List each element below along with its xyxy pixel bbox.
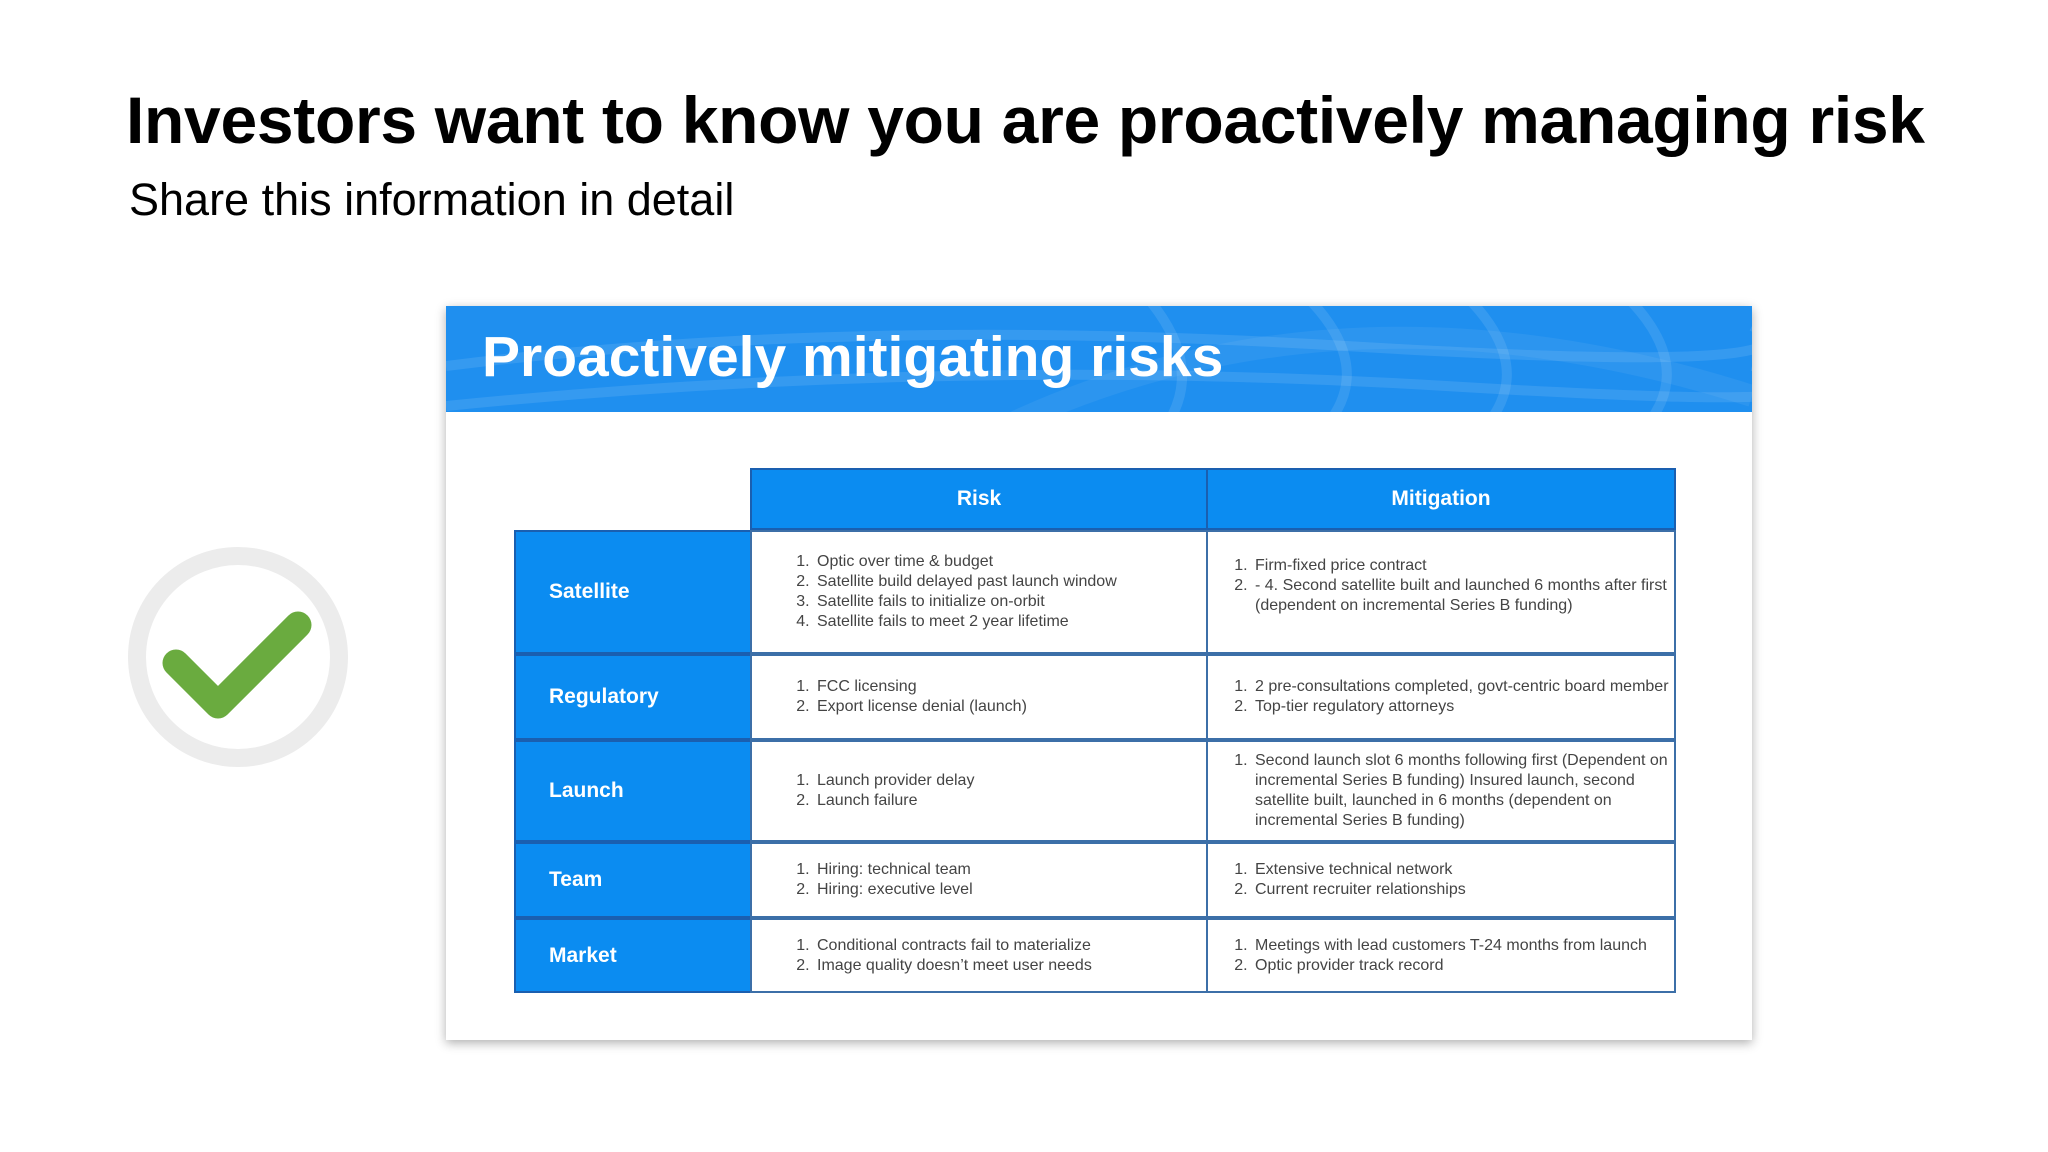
list-item: 2. - 4. Second satellite built and launched 6 months after first (dependent on incremental Series B funding)	[1252, 576, 1674, 616]
list-item: 2. Top-tier regulatory attorneys	[1252, 697, 1669, 717]
table-row	[514, 842, 1676, 918]
list-item: 2. Export license denial (launch)	[814, 697, 1027, 717]
list-item: 1. Extensive technical network	[1252, 860, 1466, 880]
risk-list	[790, 936, 1092, 976]
risk-list	[790, 771, 974, 811]
table-row	[514, 918, 1676, 993]
row-category: Satellite	[514, 530, 752, 654]
list-item: 1. Firm-fixed price contract	[1252, 556, 1674, 576]
mitigation-cell	[1206, 918, 1676, 993]
list-item: 4. Satellite fails to meet 2 year lifetime	[814, 612, 1117, 632]
list-item: 2. Image quality doesn’t meet user needs	[814, 956, 1092, 976]
list-item: 1. Second launch slot 6 months following first (Dependent on incremental Series B funding) Insured launch, second satellite built, launched in 6 months (dependent on incremental Series B funding)	[1252, 751, 1674, 831]
page-subtitle: Share this information in detail	[129, 174, 735, 225]
risk-cell	[750, 740, 1208, 842]
mitigation-cell	[1206, 740, 1676, 842]
risk-table	[514, 468, 1676, 993]
page-title: Investors want to know you are proactively managing risk	[126, 83, 1925, 157]
risk-cell	[750, 918, 1208, 993]
list-item: 1. Launch provider delay	[814, 771, 974, 791]
list-item: 3. Satellite fails to initialize on-orbit	[814, 592, 1117, 612]
slide-preview	[446, 306, 1752, 1040]
mitigation-list	[1228, 936, 1647, 976]
column-header-mitigation: Mitigation	[1206, 468, 1676, 530]
list-item: 1. 2 pre-consultations completed, govt-centric board member	[1252, 677, 1669, 697]
mitigation-cell	[1206, 654, 1676, 740]
mitigation-cell	[1206, 530, 1676, 654]
mitigation-cell	[1206, 842, 1676, 918]
row-category: Launch	[514, 740, 752, 842]
mitigation-list	[1228, 556, 1674, 616]
risk-list	[790, 552, 1117, 632]
table-row	[514, 740, 1676, 842]
column-header-risk: Risk	[750, 468, 1208, 530]
list-item: 2. Optic provider track record	[1252, 956, 1647, 976]
risk-list	[790, 677, 1027, 717]
list-item: 2. Launch failure	[814, 791, 974, 811]
list-item: 1. Optic over time & budget	[814, 552, 1117, 572]
list-item: 1. Hiring: technical team	[814, 860, 973, 880]
checkmark-badge	[126, 545, 350, 769]
row-category: Market	[514, 918, 752, 993]
list-item: 1. FCC licensing	[814, 677, 1027, 697]
risk-list	[790, 860, 973, 900]
list-item: 2. Current recruiter relationships	[1252, 880, 1466, 900]
mitigation-list	[1228, 751, 1674, 831]
slide-title: Proactively mitigating risks	[482, 325, 1224, 389]
risk-cell	[750, 842, 1208, 918]
mitigation-list	[1228, 677, 1669, 717]
risk-cell	[750, 530, 1208, 654]
checkmark-icon	[126, 545, 350, 769]
slide-banner	[446, 306, 1752, 412]
list-item: 2. Hiring: executive level	[814, 880, 973, 900]
list-item: 1. Meetings with lead customers T-24 months from launch	[1252, 936, 1647, 956]
list-item: 1. Conditional contracts fail to materialize	[814, 936, 1092, 956]
risk-cell	[750, 654, 1208, 740]
row-category: Team	[514, 842, 752, 918]
table-row	[514, 530, 1676, 654]
table-row	[514, 654, 1676, 740]
mitigation-list	[1228, 860, 1466, 900]
list-item: 2. Satellite build delayed past launch window	[814, 572, 1117, 592]
row-category: Regulatory	[514, 654, 752, 740]
